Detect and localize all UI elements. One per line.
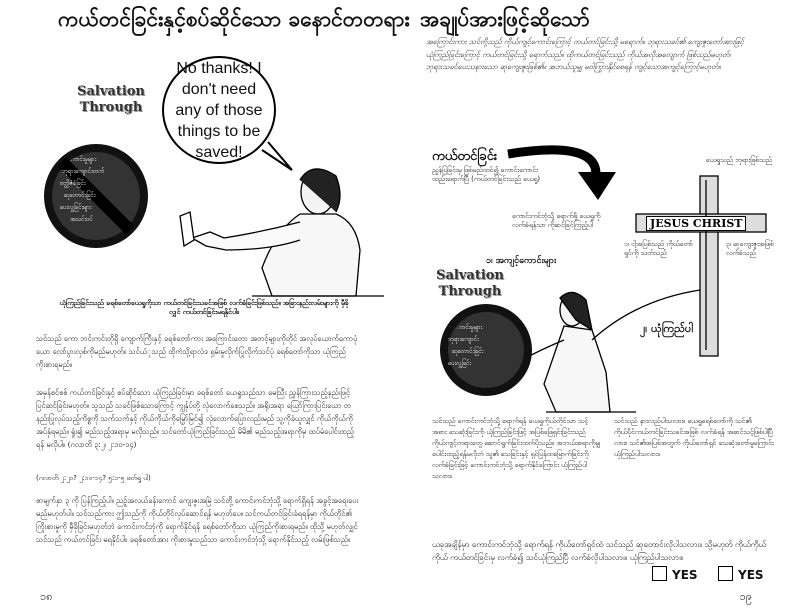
yes-option-2[interactable] [718, 566, 764, 582]
intro-paragraph: အကြောင်းကား သင်တို့သည် ကိုယ်ကျင့်ကောင်းကြောင့် ကယ်တင်ခြင်းသို့ မရောက်။ ဘုရားသခင်၏ ကျေးဇူးတော်အားဖြင့် ယုံကြည်ခြင်းကြောင့် ကယ်တင်ခြင်းသို့ ရောက်သည်။ ထိုကယ်တင်ခြင်းသည် ကိုယ်အလိုအလျောက် ဖြစ်သည်မဟုတ်၊ ဘုရားသခင်ပေးသနားသော ဆုကျေးဇူးဖြစ်၏။ အဘယ်သူမျှ မဝါကြွားနိုင်စေရန် ကျင့်သောအကျင့်ကြောင့်မဟုတ်။ [426, 37, 744, 71]
works-list-sticker: ကောင်းမှုများ ဘုရားကျောင်းတက် ဗတ္တိဇံခံခြင်း ဆုတောင်းခြင်း ပေးလှူခြင်းများ အသင်းဝင် [60, 156, 105, 223]
center-note: ကောင်းကင်ဘုံသို့ ရောက်ဖို့ ယေရှုကို လက်ခံရန်သာ ကိုဆင်ခြင်ကြည့်ပါ [512, 212, 601, 229]
right-page-title: အချုပ်အားဖြင့်ဆိုသော် [420, 7, 590, 31]
left-paragraph-3: စာမျက်နှာ ၃ ကို ပြန်ကြည့်ပါ။ ညဉ့်အလယ်ခန်းကောင် ကျေးဇူးအမြဲ သင်တို့ ကောင်းကင်ဘုံသို့ ရောက်ရှိရန် အခွင့်အရေးပေးမည်မဟုတ်ပါ။ သင်သည်ကား ဤသည်ကို ကိုယ်တိုင်လုပ်ဆောင်ရန် မဟုတ်ပေ။ သင်ကယ်တင်ခြင်းခံရရန်မှာ ကိုယ်တိုင်၏ ကြိုးစားမှုကို မှီခိုခြင်းမဟုတ်ဘဲ ကောင်းကင်ဘုံကို ရောက်နိုင်ရန် ခရစ်တော်ကိုသာ ယုံကြည်ကိုးစားရမည်။ ထိုသို့ မဟုတ်လျှင် သင်သည် ကယ်တင်ခြင်း မရနိုင်ပါ။ ခရစ်တော်အား ကိုးစားမှုသည်သာ ကောင်းကင်ဘုံသို့ ရောက်နိုင်သည့် လမ်းဖြစ်သည်။ [36, 496, 359, 544]
scripture-reference: (ဂလာတိ ၂:၂၁? ၂:၁၀-၁၄? ၅:၁-၅ ဖတ်ရှု ပါ) [36, 474, 151, 482]
right-page-number: ၁၉ [739, 590, 752, 603]
believe-label: ၂၊ ယုံကြည်ပါ [640, 322, 694, 335]
left-page-number: ၁၈ [40, 590, 53, 603]
right-page [396, 0, 792, 612]
right-illustration [396, 0, 792, 612]
cross-label: JESUS CHRIST [646, 216, 746, 231]
yes-label-2: YES [738, 568, 764, 582]
left-page-title: ကယ်တင်ခြင်းနှင့်စပ်ဆိုင်သော ခနောင်တတရား [58, 7, 410, 31]
bottom-right-paragraph: သင်သည် နားလည်ပါသလား။ ယေရှုခရစ်တော်ကို သင်၏ ကိုယ်ပိုင်ကယ်တင်ခြင်းသခင်အဖြစ် လက်ခံရန် အဆင်သင့်ဖြစ်ပါပြီလား။ သင်၏အပြစ်အတွက် ကိုယ်တော်ရှင် သေဆုံးတော်မူကြောင်း ယုံကြည်ပါသလား။ [614, 417, 774, 458]
good-works-label: ၁၊ အကျင့်ကောင်းများ [486, 256, 557, 266]
left-paragraph-1: သင်သည် ကော ဘင်းကင်းတိုရှိ ကျောက်ကြီးနှင့် ခရစ်တော်ကား အကြောင်းတော အတင့်များကိုတိုင် အလုပ်ယောက်ကောပုံယော လော်ပွားလှစ်ကိုမည်မဟုတ်။ သင်ယံုသည် ထိုကဲသို့ရာလံဒ ရှမ်းမှုလိုက်ပြုလိုက်သင်ပုံ ခရစ်တော်ကိုသာ ယုံကြည်ကိုးစားရမည်။ [36, 334, 358, 369]
yes-label-1: YES [672, 568, 698, 582]
yes-checkbox-2[interactable] [718, 566, 733, 581]
yes-option-1[interactable] [652, 566, 698, 582]
salvation-through-label: Salvation Through [77, 84, 145, 115]
yes-checkbox-1[interactable] [652, 566, 667, 581]
cross-right-label: ၃၊ ဆုကျေးဇူးအဖြစ် လက်ခံသည် [726, 240, 774, 257]
cross-top-label: ယေရှုသည် ဘုရားဖြစ်သည် [705, 156, 773, 164]
left-paragraph-2: အမှန်စင်စစ် ကယ်တင်ခြင်းနှင့် စပ်ဆိုင်သော ယုံကြည်ခြင်းမှာ ခရစ်တော် ယေရှုသည်သာ မေသြီး ညွှန်ကြားသည့်နည်းဖြင့် ပြင်ဆင်ခြင်းမဟုတ်။ သူသည် သခင်ဖြစ်သောကြောင့် ကျွန်ုပ်တို့ လုံလောက်စေသည်။ အရိုးအရာ ယြော်ကြားပြင်းယော တနည်းပြုလုပ်သည့်ကိစ္စကို သက်သက်နှင့် ကိုယ်ကိုယ်ကိုမြှော်မြင်၍ လုံလောက်ပြောလည်းမည် သူ့ကိုခံယူလျှင် ကိုယ်ကိုယ်ကိုအပ်နှံရမည်။ ရှုံး၍ မည်သည့်အရာမှ မလိုသည်။ သင်တော်ယုံကြည်ခြင်းသည် မိမိ၏ မည်သည့်အရာကိုမှ ထပ်မံပေါင်းထည့်ရန် မလိုပါ။ (ဂလာတိ ၃:၂၊ ၂:၁၀-၁၄) [36, 388, 354, 449]
arrow-caption: ညွှန်ပြခြင်းမှ ဖြစ်မည်ထင်၍ ကောင်းကောင်း ထည်းရောက်ပြီ (ကယ်တင်ခြင်းသည် ယေရှု) [432, 166, 540, 183]
cross-left-label: ၁၊ ငါ့အပြစ်သည် ကိုယ်တော်ရှင်ကို သတ်သည် [624, 240, 693, 257]
works-list-sticker-2: ကောင်းမှုများ ဘုရားကျောင်း ဆုတောင်းခြင်း ပေးလှူခြင်း [448, 324, 484, 367]
kaytin-label: ကယ်တင်ခြင်း [432, 149, 498, 164]
bottom-left-paragraph: သင်သည် ကောင်းကင်ဘုံသို့ ရောက်ရန် ယေရှုကိုယ်တိုင်သာ သင့်အစား သေဆုံးခြင်းကို ယုံကြည်ခြင်းဖြင့် အပြစ်ဖြေရှင်းခြင်းသည် ကိုယ်ကျင့်တရားတွေ ဆောင်ရွက်ခြင်းထက်ပိုသည်။ အဘယ်အရာကိုမျှ ပေါင်းထည့်ရန်မလိုဘဲ သူ၏ သေခြင်းနှင့် ရှင်ပြန်ထမြောက်ခြင်းကို လက်ခံခြင်းဖြင့် ကောင်းကင်ဘုံသို့ ရောက်နိုင်ကြောင်း ယုံကြည်ပါသလား။ [432, 417, 601, 480]
speech-bubble-text: No thanks! I don't need any of those things to be saved! [175, 59, 263, 161]
illustration-caption: ယုံကြည်ခြင်းသည် ခရစ်တော်ယေရှုကိုသာ ကယ်တင်ခြင်းသခင်အဖြစ် လက်ခံခြင်းဖြစ်သည်။ အခြားနည်းလမ်းများကို မှီခိုလျှင် ကယ်တင်ခြင်းမရနိုင်ပါ။ [59, 299, 349, 316]
final-question: ယခုအချိန်မှာ ကောင်းကင်ဘုံသို့ ရောက်ရန် ကိုယ်တော်ရှင်ထံ သင်သည် ဆုတောင်းလိုပါသလား။ သို့မဟုတ် ကိုယ်ကိုယ်ကိုယ် ကယ်တင်ခြင်းမှ လက်ခံ၍ သင်ယုံကြည်ပြီ လက်ခံလိုပါသလား။ ယုံကြည်ပါသလား။ [432, 540, 767, 562]
salvation-through-label-2: Salvation Through [436, 268, 504, 299]
